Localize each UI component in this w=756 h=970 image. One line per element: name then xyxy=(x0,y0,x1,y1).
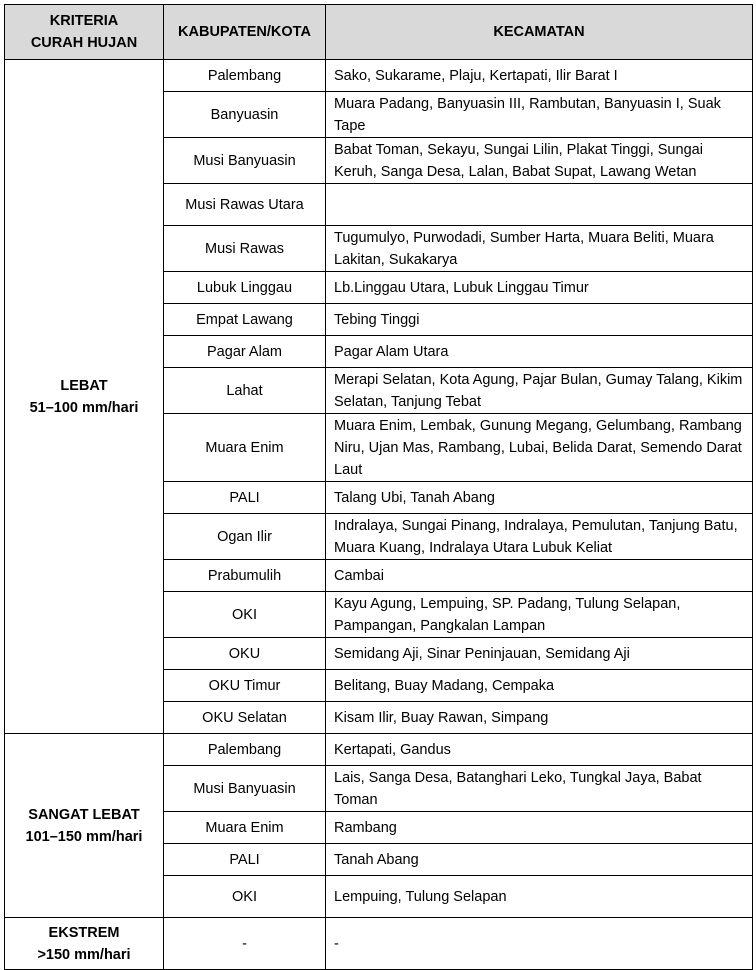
kecamatan-cell: Lais, Sanga Desa, Batanghari Leko, Tungkal Jaya, Babat Toman xyxy=(326,766,753,812)
kecamatan-cell: Lb.Linggau Utara, Lubuk Linggau Timur xyxy=(326,272,753,304)
kriteria-cell xyxy=(5,918,164,970)
rainfall-criteria-table xyxy=(4,4,753,970)
kecamatan-cell: Belitang, Buay Madang, Cempaka xyxy=(326,670,753,702)
kabupaten-cell: Muara Enim xyxy=(164,812,326,844)
kecamatan-cell: Talang Ubi, Tanah Abang xyxy=(326,482,753,514)
kecamatan-cell: - xyxy=(326,918,753,970)
kabupaten-cell: - xyxy=(164,918,326,970)
header-row xyxy=(5,5,753,60)
table-row xyxy=(5,918,753,970)
kriteria-name: EKSTREM xyxy=(48,924,120,941)
kabupaten-cell: Palembang xyxy=(164,734,326,766)
kecamatan-cell: Tebing Tinggi xyxy=(326,304,753,336)
kecamatan-cell: Babat Toman, Sekayu, Sungai Lilin, Plakat Tinggi, Sungai Keruh, Sanga Desa, Lalan, Babat Supat, Lawang Wetan xyxy=(326,138,753,184)
kabupaten-cell: OKU xyxy=(164,638,326,670)
kecamatan-cell: Tugumulyo, Purwodadi, Sumber Harta, Muara Beliti, Muara Lakitan, Sukakarya xyxy=(326,226,753,272)
kriteria-name: LEBAT xyxy=(60,377,108,394)
kabupaten-cell: Lahat xyxy=(164,368,326,414)
kriteria-range: >150 mm/hari xyxy=(37,946,131,963)
kecamatan-cell: Kisam Ilir, Buay Rawan, Simpang xyxy=(326,702,753,734)
kabupaten-cell: Lubuk Linggau xyxy=(164,272,326,304)
kecamatan-cell: Muara Enim, Lembak, Gunung Megang, Gelumbang, Rambang Niru, Ujan Mas, Rambang, Lubai, Belida Darat, Semendo Darat Laut xyxy=(326,414,753,482)
kriteria-cell xyxy=(5,60,164,734)
kabupaten-cell: OKU Selatan xyxy=(164,702,326,734)
kabupaten-cell: Musi Rawas Utara xyxy=(164,184,326,226)
kabupaten-cell: Banyuasin xyxy=(164,92,326,138)
kecamatan-cell: Muara Padang, Banyuasin III, Rambutan, Banyuasin I, Suak Tape xyxy=(326,92,753,138)
kabupaten-cell: Pagar Alam xyxy=(164,336,326,368)
kabupaten-cell: Muara Enim xyxy=(164,414,326,482)
kecamatan-cell: Rambang xyxy=(326,812,753,844)
kabupaten-cell: OKI xyxy=(164,592,326,638)
kabupaten-cell: Musi Rawas xyxy=(164,226,326,272)
kecamatan-cell: Tanah Abang xyxy=(326,844,753,876)
kriteria-name: SANGAT LEBAT xyxy=(28,806,140,823)
kabupaten-cell: Musi Banyuasin xyxy=(164,138,326,184)
table-row xyxy=(5,734,753,766)
kriteria-range: 51–100 mm/hari xyxy=(29,399,139,416)
kabupaten-cell: Prabumulih xyxy=(164,560,326,592)
kecamatan-cell: Semidang Aji, Sinar Peninjauan, Semidang Aji xyxy=(326,638,753,670)
kabupaten-cell: Musi Banyuasin xyxy=(164,766,326,812)
kabupaten-cell: Empat Lawang xyxy=(164,304,326,336)
kecamatan-cell: Pagar Alam Utara xyxy=(326,336,753,368)
kabupaten-cell: PALI xyxy=(164,844,326,876)
kecamatan-cell: Kertapati, Gandus xyxy=(326,734,753,766)
kabupaten-cell: OKI xyxy=(164,876,326,918)
kabupaten-cell: Palembang xyxy=(164,60,326,92)
kecamatan-cell: Indralaya, Sungai Pinang, Indralaya, Pemulutan, Tanjung Batu, Muara Kuang, Indralaya Utara Lubuk Keliat xyxy=(326,514,753,560)
kecamatan-cell xyxy=(326,184,753,226)
kecamatan-cell: Cambai xyxy=(326,560,753,592)
kabupaten-cell: Ogan Ilir xyxy=(164,514,326,560)
header-kecamatan: KECAMATAN xyxy=(326,5,753,60)
header-kriteria: KRITERIA CURAH HUJAN xyxy=(5,5,164,60)
kecamatan-cell: Merapi Selatan, Kota Agung, Pajar Bulan, Gumay Talang, Kikim Selatan, Tanjung Tebat xyxy=(326,368,753,414)
kriteria-cell xyxy=(5,734,164,918)
kecamatan-cell: Lempuing, Tulung Selapan xyxy=(326,876,753,918)
kabupaten-cell: OKU Timur xyxy=(164,670,326,702)
kecamatan-cell: Sako, Sukarame, Plaju, Kertapati, Ilir Barat I xyxy=(326,60,753,92)
kabupaten-cell: PALI xyxy=(164,482,326,514)
header-kabupaten: KABUPATEN/KOTA xyxy=(164,5,326,60)
kriteria-range: 101–150 mm/hari xyxy=(25,828,143,845)
table-body xyxy=(5,60,753,970)
table-row xyxy=(5,60,753,92)
kecamatan-cell: Kayu Agung, Lempuing, SP. Padang, Tulung Selapan, Pampangan, Pangkalan Lampan xyxy=(326,592,753,638)
